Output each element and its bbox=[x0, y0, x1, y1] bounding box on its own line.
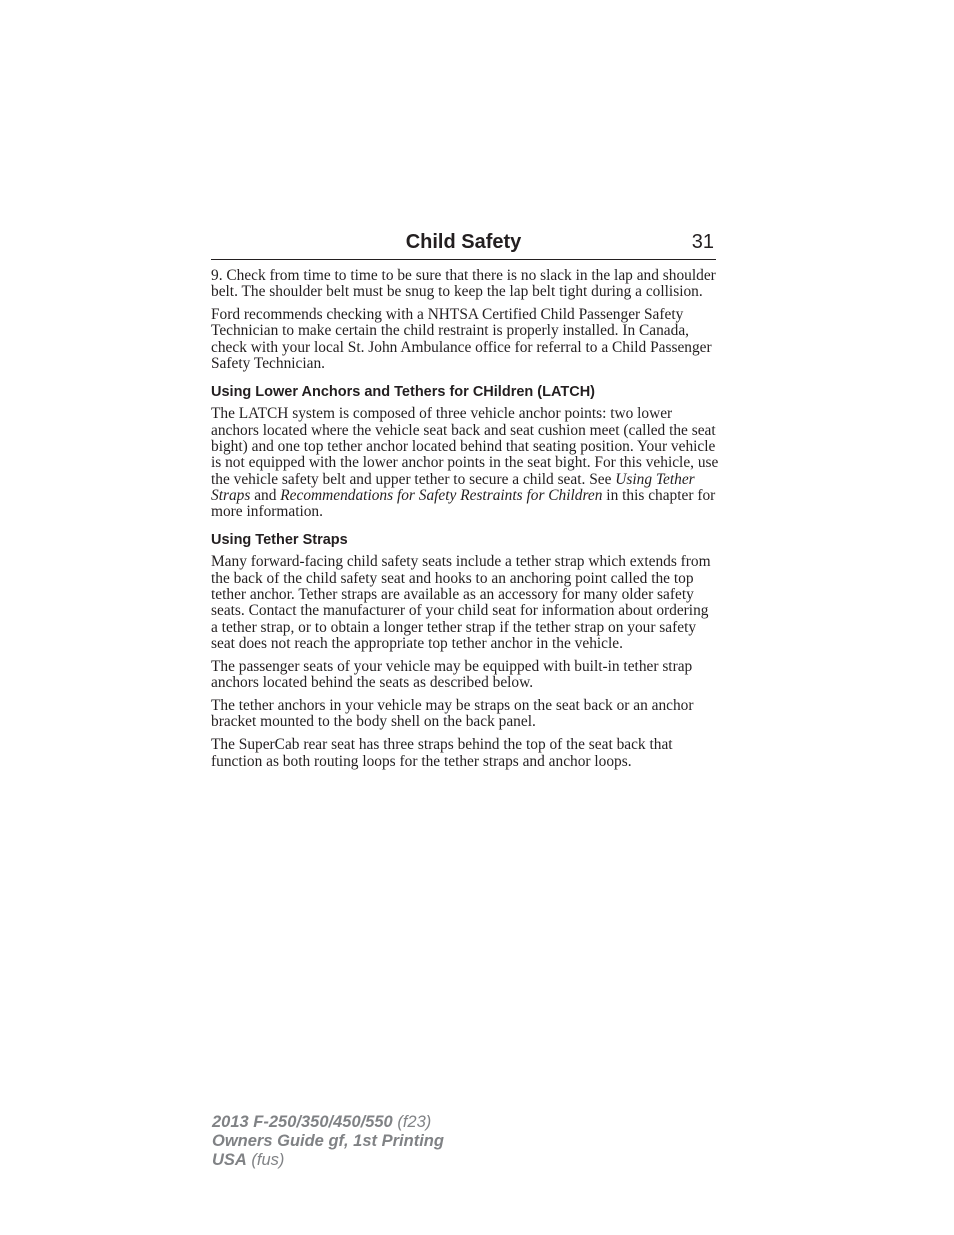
paragraph-supercab: The SuperCab rear seat has three straps behind the top of the seat back that function as both routing loops for the tether straps and anchor loops. bbox=[211, 736, 673, 770]
cross-reference-tether-straps: Using Tether Straps bbox=[211, 470, 695, 504]
page-number: 31 bbox=[691, 231, 714, 253]
page-header bbox=[211, 229, 716, 260]
paragraph-tether-anchors: The tether anchors in your vehicle may be straps on the seat back or an anchor bracket mounted to the body shell on the back panel. bbox=[211, 697, 694, 731]
footer-market-line: USA (fus) bbox=[212, 1151, 285, 1169]
paragraph-latch bbox=[211, 406, 719, 520]
paragraph-slack-check: 9. Check from time to time to be sure that there is no slack in the lap and shoulder belt. The shoulder belt must be snug to keep the lap belt tight during a collision. bbox=[211, 267, 716, 301]
chapter-title: Child Safety bbox=[405, 231, 522, 253]
paragraph-tether-intro: Many forward-facing child safety seats include a tether strap which extends from the back of the child safety seat and hooks to an anchoring point called the top tether anchor. Tether straps are available as an accessory for many older safety seats. Contact the manufacturer of your child seat for information about ordering a tether strap, or to obtain a longer tether strap if the tether strap on your safety seat does not reach the appropriate top tether anchor in the vehicle. bbox=[211, 553, 711, 652]
heading-latch: Using Lower Anchors and Tethers for CHildren (LATCH) bbox=[211, 384, 595, 401]
cross-reference-recommendations: Recommendations for Safety Restraints for Children bbox=[280, 486, 603, 504]
page-content bbox=[211, 268, 719, 776]
footer-model-line: 2013 F-250/350/450/550 (f23) bbox=[212, 1113, 432, 1131]
paragraph-technician: Ford recommends checking with a NHTSA Certified Child Passenger Safety Technician to make certain the child restraint is properly installed. In Canada, check with your local St. John Ambulance office for referral to a Child Passenger Safety Technician. bbox=[211, 306, 712, 373]
page-footer bbox=[212, 1113, 444, 1170]
latch-text-2: and bbox=[250, 486, 281, 504]
latch-text-1: The LATCH system is composed of three vehicle anchor points: two lower anchors located where the vehicle seat back and seat cushion meet (called the seat bight) and one top tether anchor located behind that seating position. Your vehicle is not equipped with the lower anchor points in the seat bight. For this vehicle, use the vehicle safety belt and upper tether to secure a child seat. See bbox=[211, 405, 719, 488]
paragraph-passenger-seats: The passenger seats of your vehicle may be equipped with built-in tether strap anchors located behind the seats as described below. bbox=[211, 657, 693, 692]
latch-text-3: in this chapter for more information. bbox=[211, 486, 716, 521]
heading-tether-straps: Using Tether Straps bbox=[211, 532, 348, 549]
footer-printing-line: Owners Guide gf, 1st Printing bbox=[212, 1132, 444, 1150]
